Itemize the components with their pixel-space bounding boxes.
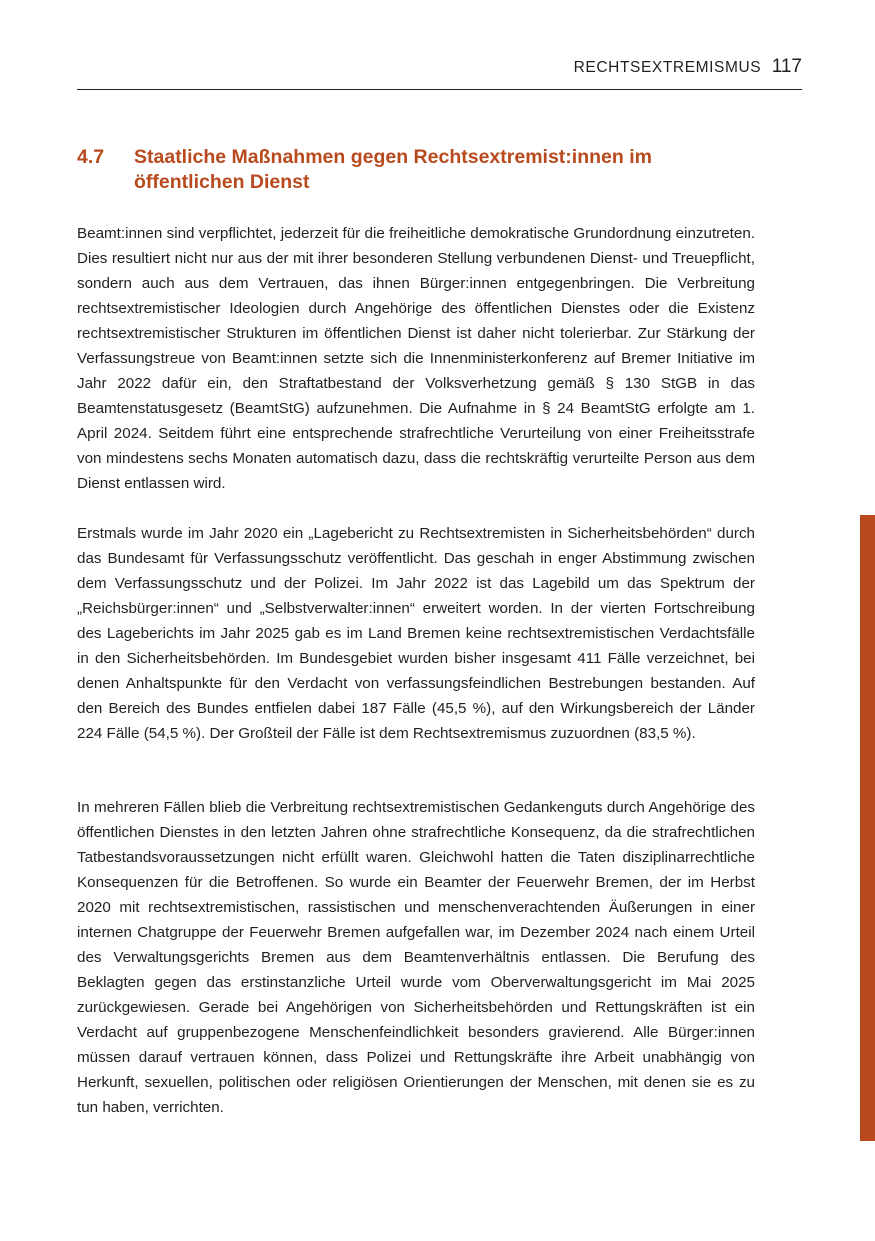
body-paragraph-3: In mehreren Fällen blieb die Verbreitung rechtsextremistischen Gedankenguts durch Angehörige des öffentlichen Dienstes in den letzten Jahren ohne strafrechtliche Konsequenz, da die strafrechtlichen Tatbestandsvoraussetzungen nicht erfüllt waren. Gleichwohl hatten die Taten disziplinarrechtliche Konsequenzen für die Betroffenen. So wurde ein Beamter der Feuerwehr Bremen, der im Herbst 2020 mit rechtsextremistischen, rassistischen und menschenverachtenden Äußerungen in einer internen Chatgruppe der Feuerwehr Bremen aufgefallen war, im Dezember 2024 nach einem Urteil des Verwaltungsgerichts Bremen aus dem Beamtenverhältnis entlassen. Die Berufung des Beklagten gegen das erstinstanzliche Urteil wurde vom Oberverwaltungsgericht im Mai 2025 zurückgewiesen. Gerade bei Angehörigen von Sicherheitsbehörden und Rettungskräften ist ein Verdacht auf gruppenbezogene Menschenfeindlichkeit besonders gravierend. Alle Bürger:innen müssen darauf vertrauen können, dass Polizei und Rettungskräfte ihre Arbeit unabhängig von Herkunft, sexuellen, politischen oder religiösen Orientierungen der Menschen, mit denen sie es zu tun haben, verrichten. — [77, 799, 755, 1116]
page-number: 117 — [771, 56, 802, 77]
section-title: Staatliche Maßnahmen gegen Rechtsextremist:innen im öffentlichen Dienst — [134, 146, 652, 193]
section-heading — [77, 145, 767, 195]
section-number: 4.7 — [77, 146, 105, 168]
chapter-edge-tab — [860, 515, 875, 1141]
body-paragraph-2: Erstmals wurde im Jahr 2020 ein „Lagebericht zu Rechtsextremisten in Sicherheitsbehörden“ durch das Bundesamt für Verfassungsschutz veröffentlicht. Das geschah in enger Abstimmung zwischen dem Verfassungsschutz und der Polizei. Im Jahr 2022 ist das Lagebild um das Spektrum der „Reichsbürger:innen“ und „Selbstverwalter:innen“ erweitert worden. In der vierten Fortschreibung des Lageberichts im Jahr 2025 gab es im Land Bremen keine rechtsextremistischen Verdachtsfälle in den Sicherheitsbehörden. Im Bundesgebiet wurden bisher insgesamt 411 Fälle verzeichnet, bei denen Anhaltspunkte für den Verdacht von verfassungsfeindlichen Bestrebungen bestanden. Auf den Bereich des Bundes entfielen dabei 187 Fälle (45,5 %), auf den Wirkungsbereich der Länder 224 Fälle (54,5 %). Der Großteil der Fälle ist dem Rechtsextremismus zuzuordnen (83,5 %). — [77, 525, 755, 742]
running-header — [77, 56, 802, 90]
running-header-section-name: RECHTSEXTREMISMUS — [573, 59, 762, 76]
body-paragraph-1: Beamt:innen sind verpflichtet, jederzeit für die freiheitliche demokratische Grundordnung einzutreten. Dies resultiert nicht nur aus der mit ihrer besonderen Stellung verbundenen Dienst- und Treuepflicht, sondern auch aus dem Vertrauen, das ihnen Bürger:innen entgegenbringen. Die Verbreitung rechtsextremistischer Ideologien durch Angehörige des öffentlichen Dienstes oder die Existenz rechtsextremistischer Strukturen im öffentlichen Dienst ist daher nicht tolerierbar. Zur Stärkung der Verfassungstreue von Beamt:innen setzte sich die Innenministerkonferenz auf Bremer Initiative im Jahr 2022 dafür ein, den Straftatbestand der Volksverhetzung gemäß § 130 StGB in das Beamtenstatusgesetz (BeamtStG) aufzunehmen. Die Aufnahme in § 24 BeamtStG erfolgte am 1. April 2024. Seitdem führt eine entsprechende strafrechtliche Verurteilung von einer Freiheitsstrafe von mindestens sechs Monaten automatisch dazu, dass die rechtskräftig verurteilte Person aus dem Dienst entlassen wird. — [77, 225, 755, 492]
